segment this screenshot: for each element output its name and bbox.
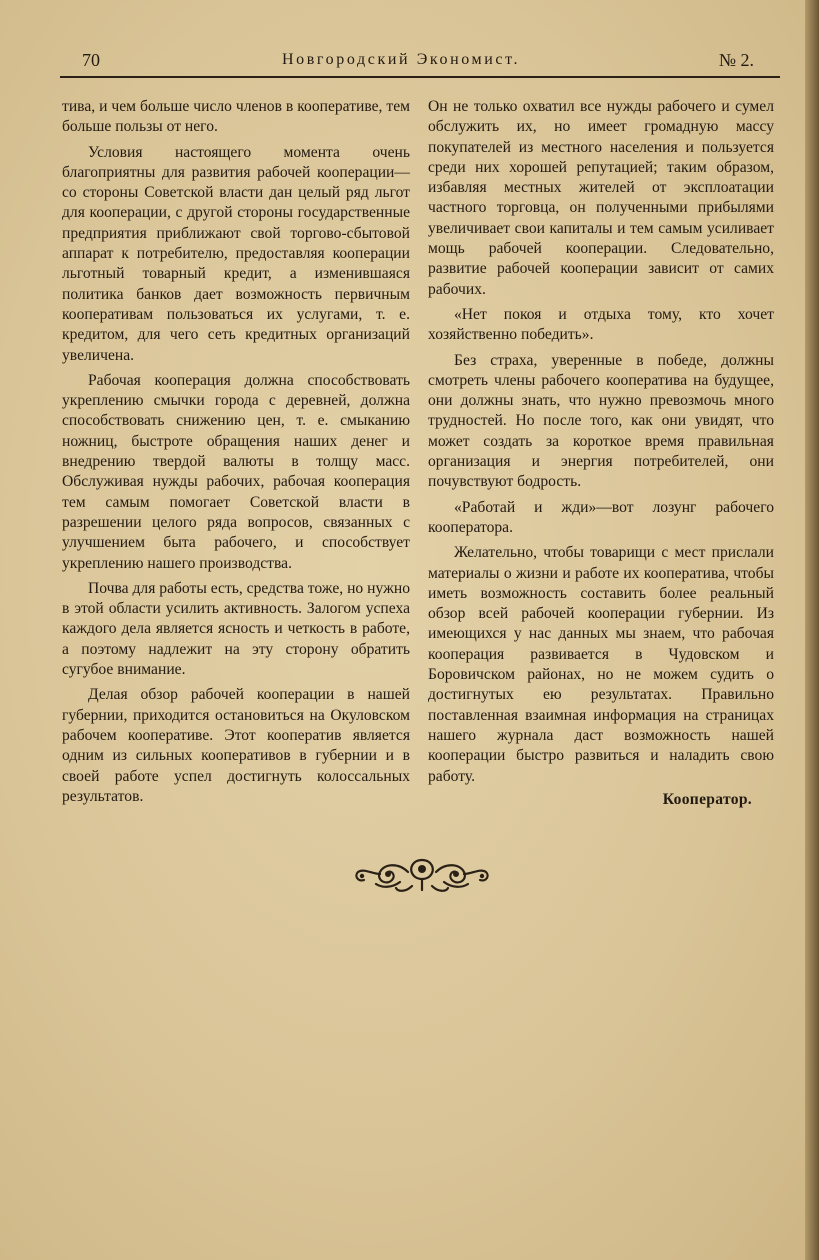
paragraph: Почва для работы есть, средства тоже, но нужно в этой области усилить активность. Залогом успеха каждого дела является ясность и четкость в работе, а поэтому надлежит на эту сторону обратить сугубое внимание.	[62, 579, 410, 679]
paragraph: Делая обзор рабочей кооперации в нашей губернии, приходится остановиться на Окуловском рабочем кооперативе. Этот кооператив является одним из сильных кооперативов в губернии и в своей работе успел достигнуть колоссальных результатов.	[62, 686, 410, 805]
paragraph: Рабочая кооперация должна способствовать укреплению смычки города с деревней, должна способствовать снижению цен, т. е. смыканию ножниц, быстроте обращения наших денег и внедрению твердой валюты в толщу масс. Обслуживая нужды рабочих, рабочая кооперация тем самым помогает Советской власти в разрешении целого ряда вопросов, связанных с улучшением быта рабочего, и способствует укреплению нашего производства.	[62, 371, 410, 572]
paragraph: Он не только охватил все нужды рабочего и сумел обслужить их, но имеет громадную массу покупателей из местного населения и пользуется среди них хорошей репутацией; таким образом, избавляя местных жителей от эксплоатации частного торговца, он полученными прибылями увеличивает свои капиталы и тем самым усиливает мощь рабочей кооперации. Следовательно, развитие рабочей кооперации зависит от самих рабочих.	[428, 98, 774, 298]
paragraph: «Работай и жди»—вот лозунг рабочего кооператора.	[428, 498, 774, 536]
issue-number: № 2.	[718, 50, 754, 70]
left-column	[62, 97, 410, 807]
paragraph: тива, и чем больше число членов в кооперативе, тем больше пользы от него.	[62, 98, 410, 136]
header-rule	[60, 76, 780, 78]
running-header	[82, 50, 754, 74]
page-number: 70	[82, 50, 100, 70]
right-column	[428, 97, 774, 810]
journal-title: Новгородский Экономист.	[282, 51, 521, 68]
paragraph: Желательно, чтобы товарищи с мест прислали материалы о жизни и работе их кооператива, чтобы иметь возможность составить более реальный обзор всей рабочей кооперации губернии. Из имеющихся у нас данных мы знаем, что рабочая кооперация развивается в Чудовском и Боровичском районах, но не можем судить о достигнутых ею результатах. Правильно поставленная взаимная информация на страницах нашего журнала даст возможность нашей кооперации быстро развиться и наладить свою работу.	[428, 544, 774, 785]
paragraph: «Нет покоя и отдыха тому, кто хочет хозяйственно победить».	[428, 305, 774, 344]
scroll-ornament-icon	[352, 852, 492, 894]
author-signature: Кооператор.	[662, 790, 752, 808]
page-edge-shadow	[805, 0, 819, 1260]
paragraph: Условия настоящего момента очень благоприятны для развития рабочей кооперации—со стороны Советской власти дан целый ряд льгот для кооперации, с другой стороны государственные предприятия приближают свой торгово-сбытовой аппарат к потребителю, предоставляя кооперации льготный товарный кредит, а изменившаяся политика банков дает возможность первичным кооперативам пользоваться их услугами, т. е. кредитом, для чего сеть кредитных организаций увеличена.	[62, 143, 410, 364]
paragraph: Без страха, уверенные в победе, должны смотреть члены рабочего кооператива на будущее, они должны знать, что нужно превозмочь много трудностей. Но после того, как они увидят, что может создать за короткое время правильная организация и энергия потребителей, они почувствуют бодрость.	[428, 351, 774, 491]
